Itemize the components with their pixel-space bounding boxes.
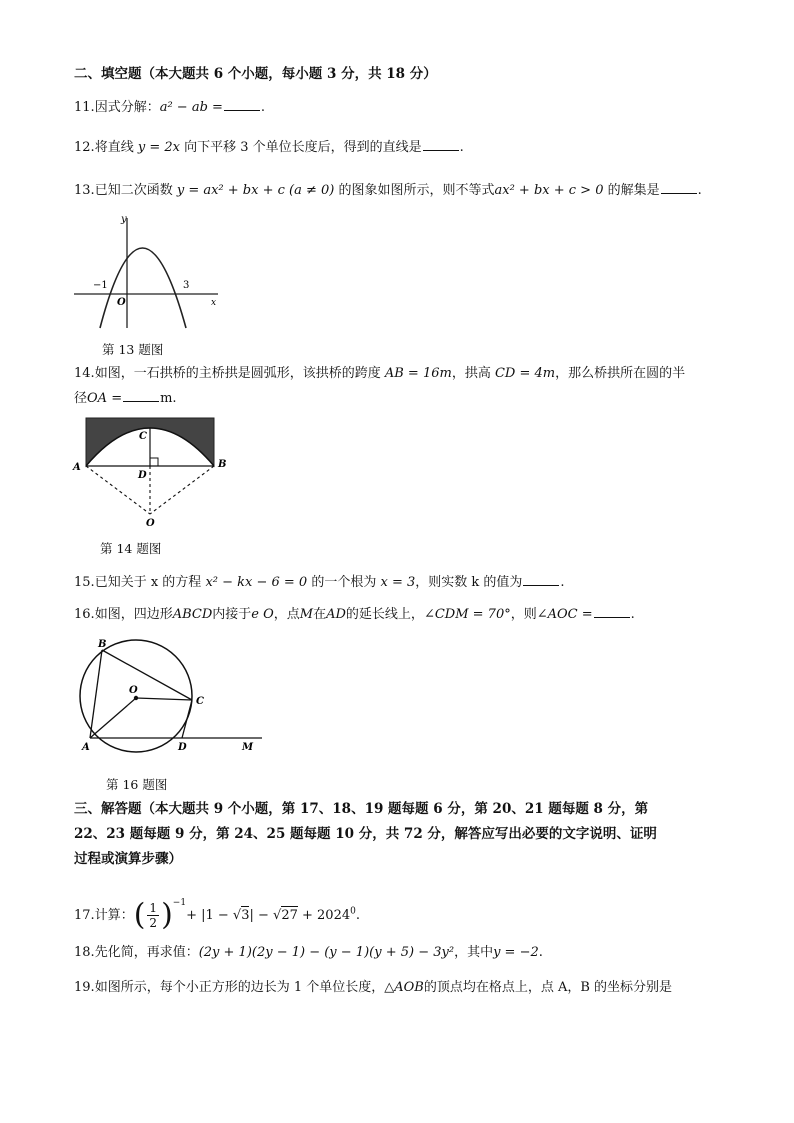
q17-exponent-neg1: −1 [172, 898, 187, 908]
q17-abs-close: | − [249, 908, 274, 923]
q15-text1: 已知关于 x 的方程 [94, 575, 202, 590]
q17-fraction [147, 901, 159, 930]
q14-radius: OA = [87, 391, 123, 406]
q16-label-d: D [178, 742, 187, 753]
q16-text5: 的延长线上， [345, 607, 424, 622]
q13-parabola-figure [70, 210, 230, 335]
q16-segment-bc [102, 650, 192, 700]
q14-label-b: B [218, 459, 227, 470]
q16-quadrilateral: ABCD [172, 607, 213, 622]
q13-text2: 的图象如图所示，则不等式 [338, 183, 495, 198]
q11-number: 11. [74, 100, 95, 115]
q16-segment-ad: AD [326, 607, 346, 622]
q15-text2: 的一个根为 [311, 575, 377, 590]
q12-expression: y = 2x [137, 140, 180, 155]
q11-expression: a² − ab = [159, 100, 223, 115]
q16-end: . [630, 607, 635, 622]
q14-label-a: A [73, 462, 81, 473]
q12-blank [423, 138, 459, 151]
question-14-line-1 [74, 364, 685, 384]
q17-abs-open: + |1 − [186, 908, 233, 923]
section-3-title-line-1: 三、解答题（本大题共 9 个小题，第 17、18、19 题每题 6 分，第 20、21 题每题 8 分，第 [74, 801, 649, 817]
q16-blank [594, 605, 630, 618]
q13-figure-caption: 第 13 题图 [102, 342, 164, 357]
q15-equation: x² − kx − 6 = 0 [205, 575, 308, 590]
question-15 [74, 573, 565, 593]
q13-expression: y = ax² + bx + c (a ≠ 0) [176, 183, 335, 198]
q13-end: . [697, 183, 702, 198]
q13-label-neg1: −1 [93, 280, 108, 291]
q13-number: 13. [74, 183, 95, 198]
q14-figure-caption: 第 14 题图 [100, 541, 162, 556]
q16-text1: 如图，四边形 [94, 607, 173, 622]
q12-end: . [459, 140, 464, 155]
q16-angle: ∠CDM = 70° [423, 607, 511, 622]
q16-point-m: M [299, 607, 314, 622]
question-11 [74, 98, 265, 118]
q14-height: CD = 4m [494, 366, 556, 381]
q17-exponent-zero: 0 [350, 906, 356, 917]
q14-label-o: O [146, 518, 155, 529]
q18-end: . [538, 945, 543, 960]
q14-label-c: C [139, 431, 147, 442]
q19-text1: 如图所示，每个小正方形的边长为 1 个单位长度， [94, 980, 385, 995]
question-17: 17.计算：( $\frac{1}{2}$ )$^{-1}+ |1 - √3| - √27 + 2024^0$. [74, 897, 360, 933]
q11-end: . [260, 100, 266, 115]
q16-circle: e O [251, 607, 274, 622]
q14-segment-bo [150, 466, 214, 514]
q16-segment-ao [90, 698, 136, 738]
q17-fraction-numerator: 1 [149, 901, 158, 915]
q15-number: 15. [74, 575, 95, 590]
q13-label-x: x [211, 298, 217, 308]
q14-unit: m. [160, 391, 177, 406]
q16-target-angle: ∠AOC = [536, 607, 593, 622]
question-12 [74, 138, 464, 158]
question-16 [74, 605, 635, 625]
question-13 [74, 181, 702, 201]
q15-blank [523, 573, 559, 586]
section-3-title-line-2: 22、23 题每题 9 分，第 24、25 题每题 10 分，共 72 分，解答应写出必要的文字说明、证明 [74, 826, 657, 842]
q17-end: . [355, 908, 360, 923]
q16-number: 16. [74, 607, 95, 622]
q16-label-m: M [242, 742, 254, 753]
section-2-title: 二、填空题（本大题共 6 个小题，每小题 3 分，共 18 分） [74, 66, 437, 82]
q16-center-dot [134, 696, 138, 700]
q13-label-origin: O [117, 297, 126, 308]
q12-number: 12. [74, 140, 95, 155]
q14-span: AB = 16m [384, 366, 452, 381]
q19-number: 19. [74, 980, 95, 995]
q16-label-b: B [98, 639, 107, 650]
q17-year: + 2024 [297, 908, 351, 923]
q14-text4: 径 [74, 391, 88, 406]
q16-figure-caption: 第 16 题图 [106, 777, 168, 792]
q19-text2: 的顶点均在格点上，点 A，B 的坐标分别是 [423, 980, 673, 995]
q18-number: 18. [74, 945, 95, 960]
q16-text4: 在 [313, 607, 327, 622]
q16-label-c: C [196, 696, 204, 707]
q11-blank [224, 98, 260, 111]
q18-text1: 先化简，再求值： [94, 945, 199, 960]
q17-sqrt3: 3 [241, 908, 250, 923]
q13-text3: 的解集是 [607, 183, 660, 198]
q18-value: y = −2 [493, 945, 539, 960]
q17-fraction-denominator: 2 [149, 916, 158, 930]
q15-end: . [560, 575, 565, 590]
q13-blank [661, 181, 697, 194]
question-18 [74, 943, 543, 963]
q16-text3: ，点 [273, 607, 300, 622]
question-19 [74, 978, 672, 998]
q16-label-a: A [82, 742, 90, 753]
q16-label-o: O [129, 685, 138, 696]
q14-label-d: D [138, 470, 147, 481]
q14-number: 14. [74, 366, 95, 381]
section-3-title-line-3: 过程或演算步骤） [74, 851, 182, 867]
q16-segment-cd [182, 700, 192, 738]
q16-text6: ，则 [510, 607, 537, 622]
q14-bridge-figure [72, 414, 242, 530]
q17-sqrt27: 27 [281, 908, 298, 923]
q16-segment-ab [90, 650, 102, 738]
question-14-line-2 [74, 389, 177, 409]
q18-expression: (2y + 1)(2y − 1) − (y − 1)(y + 5) − 3y² [198, 945, 455, 960]
q12-text2: 向下平移 3 个单位长度后，得到的直线是 [184, 140, 422, 155]
q16-circle-figure [74, 634, 270, 754]
q14-text2: ，拱高 [451, 366, 491, 381]
q11-text: 因式分解： [94, 100, 160, 115]
q16-text2: 内接于 [212, 607, 252, 622]
q14-right-angle-mark [150, 458, 158, 466]
q16-segment-oc [136, 698, 192, 700]
q12-text1: 将直线 [94, 140, 134, 155]
q17-text: 计算： [94, 908, 134, 923]
q14-text1: 如图，一石拱桥的主桥拱是圆弧形，该拱桥的跨度 [94, 366, 381, 381]
q14-blank [123, 389, 159, 402]
q13-parabola [100, 248, 186, 328]
q13-label-3: 3 [183, 280, 190, 291]
q13-label-y: y [121, 214, 127, 225]
q15-text3: ，则实数 k 的值为 [415, 575, 523, 590]
q17-number: 17. [74, 908, 95, 923]
q15-root: x = 3 [380, 575, 416, 590]
q13-inequality: ax² + bx + c > 0 [494, 183, 604, 198]
q14-text3: ，那么桥拱所在圆的半 [555, 366, 686, 381]
q13-text1: 已知二次函数 [94, 183, 173, 198]
q18-text2: ，其中 [454, 945, 494, 960]
q19-triangle: △AOB [384, 980, 424, 995]
